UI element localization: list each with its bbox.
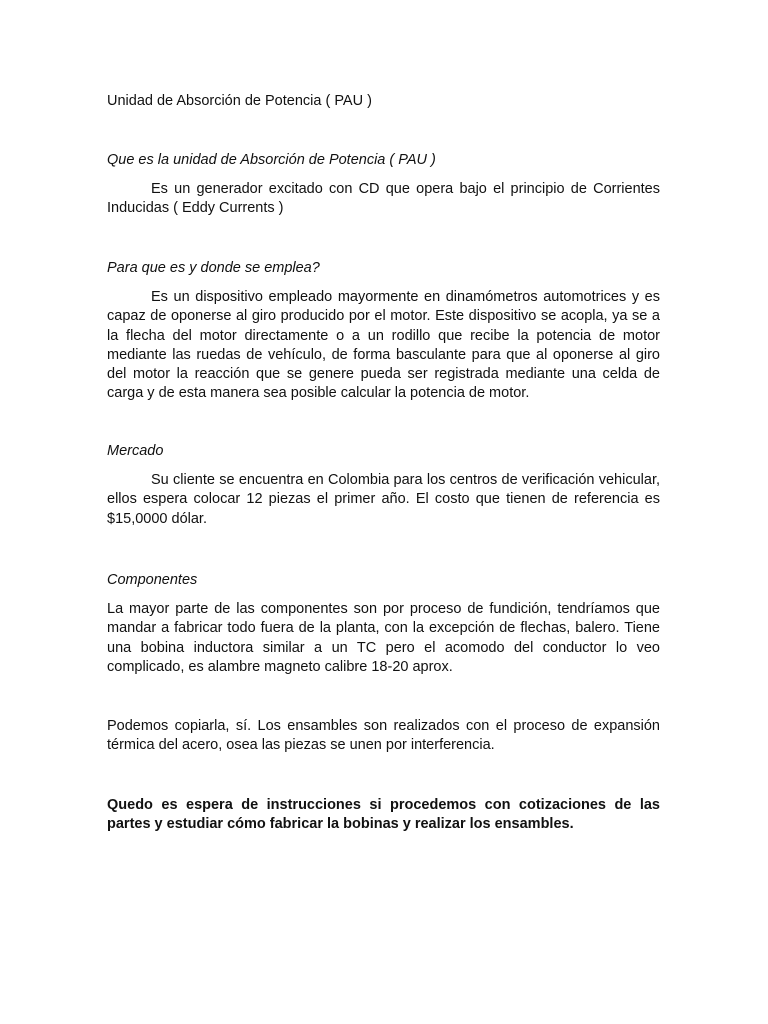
section-heading-para-que: Para que es y donde se emplea?	[107, 260, 320, 276]
section-body-que-es: Es un generador excitado con CD que opera bajo el principio de Corrientes Inducidas ( Eddy Currents )	[107, 181, 660, 217]
section-body-para-que: Es un dispositivo empleado mayormente en dinamómetros automotrices y es capaz de oponerse al giro producido por el motor. Este dispositivo se acopla, ya se a la flecha del motor directamente o a un rodillo que recibe la potencia de motor mediante las ruedas de vehículo, de forma basculante para que al oponerse al giro del motor la reacción que se genere pueda ser registrada mediante una celda de carga y de esta manera sea posible calcular la potencia de motor.	[107, 289, 660, 402]
section-heading-mercado: Mercado	[107, 443, 164, 459]
closing-paragraph: Podemos copiarla, sí. Los ensambles son realizados con el proceso de expansión térmica del acero, osea las piezas se unen por interferencia.	[107, 718, 660, 754]
section-heading-que-es: Que es la unidad de Absorción de Potencia ( PAU )	[107, 152, 436, 168]
section-heading-componentes: Componentes	[107, 572, 198, 588]
section-body-mercado: Su cliente se encuentra en Colombia para los centros de verificación vehicular, ellos espera colocar 12 piezas el primer año. El costo que tienen de referencia es $15,0000 dólar.	[107, 472, 660, 527]
final-request-paragraph: Quedo es espera de instrucciones si procedemos con cotizaciones de las partes y estudiar cómo fabricar la bobinas y realizar los ensambles.	[107, 797, 660, 833]
section-body-componentes: La mayor parte de las componentes son por proceso de fundición, tendríamos que mandar a fabricar todo fuera de la planta, con la excepción de flechas, balero. Tiene una bobina inductora similar a un TC pero el acomodo del conductor lo veo complicado, es alambre magneto calibre 18-20 aprox.	[107, 601, 660, 675]
document-title: Unidad de Absorción de Potencia ( PAU )	[107, 93, 372, 109]
